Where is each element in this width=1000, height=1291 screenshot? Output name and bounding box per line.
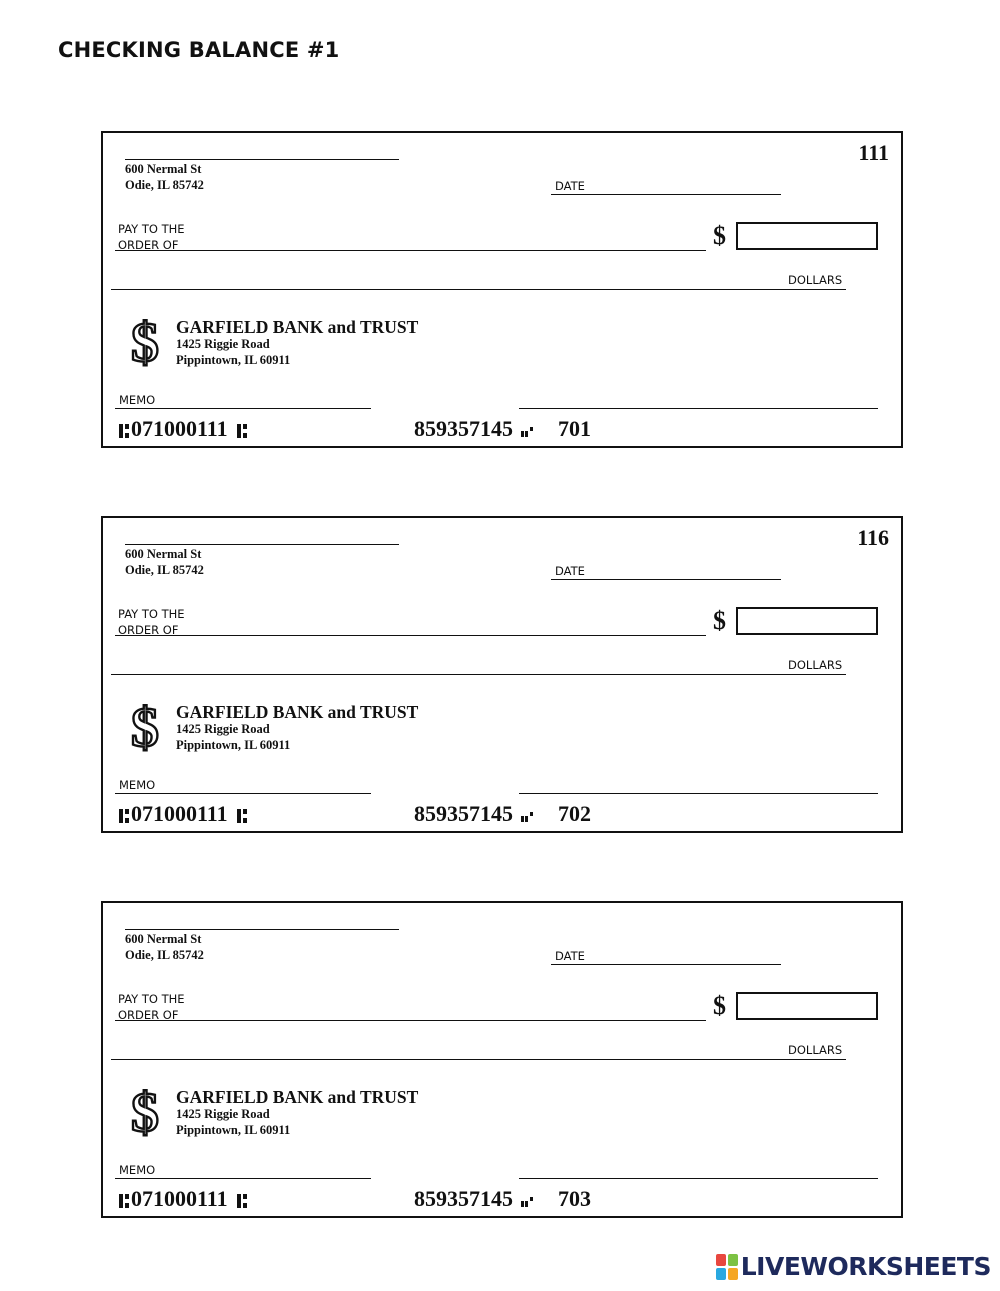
pay-to-label-line2: ORDER OF: [118, 623, 179, 637]
memo-field[interactable]: [115, 793, 371, 794]
payer-address-line1: 600 Nermal St: [125, 547, 202, 561]
bank-name: GARFIELD BANK and TRUST: [176, 1087, 419, 1107]
page-title: CHECKING BALANCE #1: [58, 38, 340, 62]
svg-text:$: $: [131, 315, 159, 369]
svg-text:$: $: [131, 700, 159, 754]
pay-to-label: [118, 221, 185, 253]
check-3: [101, 901, 903, 1218]
liveworksheets-brand: LIVEWORKSHEETS: [740, 1252, 991, 1281]
account-number-text: 859357145: [414, 416, 513, 441]
dollar-sign: $: [713, 991, 726, 1020]
routing-number: [118, 801, 251, 827]
signature-field[interactable]: [519, 408, 878, 409]
micr-onus-icon: [519, 1192, 535, 1210]
dollars-label: DOLLARS: [788, 273, 843, 287]
memo-label: MEMO: [119, 393, 156, 407]
memo-field[interactable]: [115, 408, 371, 409]
check-number: 116: [857, 525, 889, 550]
pay-to-label: [118, 991, 185, 1023]
routing-number-text: 071000111: [131, 1186, 228, 1211]
payer-address: [125, 547, 204, 578]
svg-text:$: $: [131, 1085, 159, 1139]
bank-address-line2: Pippintown, IL 60911: [176, 737, 291, 752]
micr-transit-icon: [118, 807, 131, 825]
account-number: [414, 801, 535, 827]
dollars-label: DOLLARS: [788, 1043, 843, 1057]
pay-to-label-line1: PAY TO THE: [118, 607, 185, 621]
payer-address: [125, 932, 204, 963]
date-label: DATE: [555, 564, 585, 578]
bank-address-line1: 1425 Riggie Road: [176, 1107, 270, 1121]
pay-to-label: [118, 606, 185, 638]
micr-transit-icon: [118, 1192, 131, 1210]
dollar-sign: $: [713, 221, 726, 250]
bank-name: GARFIELD BANK and TRUST: [176, 702, 419, 722]
amount-field[interactable]: [736, 222, 878, 250]
pay-to-label-line2: ORDER OF: [118, 1008, 179, 1022]
micr-onus-icon: [519, 807, 535, 825]
check-1: [101, 131, 903, 448]
routing-number: [118, 1186, 251, 1212]
micr-transit-icon: [233, 422, 251, 440]
name-line: [125, 929, 399, 930]
bank-address: [176, 1107, 290, 1138]
name-line: [125, 544, 399, 545]
memo-label: MEMO: [119, 778, 156, 792]
account-number-text: 859357145: [414, 801, 513, 826]
date-label: DATE: [555, 949, 585, 963]
dollar-sign: $: [713, 606, 726, 635]
payer-address-line1: 600 Nermal St: [125, 932, 202, 946]
payer-address: [125, 162, 204, 193]
micr-onus-icon: [519, 422, 535, 440]
check-2: [101, 516, 903, 833]
amount-words-field[interactable]: [111, 674, 846, 675]
payer-address-line2: Odie, IL 85742: [125, 947, 204, 962]
dollars-label: DOLLARS: [788, 658, 843, 672]
serial-number: 701: [558, 416, 591, 441]
memo-label: MEMO: [119, 1163, 156, 1177]
payer-address-line2: Odie, IL 85742: [125, 177, 204, 192]
amount-field[interactable]: [736, 992, 878, 1020]
serial-number: 702: [558, 801, 591, 826]
date-field[interactable]: [551, 579, 781, 580]
dollar-logo-icon: [121, 1085, 169, 1139]
payer-address-line2: Odie, IL 85742: [125, 562, 204, 577]
amount-words-field[interactable]: [111, 1059, 846, 1060]
account-number: [414, 1186, 535, 1212]
bank-address: [176, 337, 290, 368]
pay-to-label-line1: PAY TO THE: [118, 222, 185, 236]
payee-field[interactable]: [115, 635, 706, 636]
bank-address-line1: 1425 Riggie Road: [176, 337, 270, 351]
dollar-logo-icon: [121, 700, 169, 754]
signature-field[interactable]: [519, 1178, 878, 1179]
check-number: 111: [858, 140, 889, 165]
date-field[interactable]: [551, 964, 781, 965]
payee-field[interactable]: [115, 1020, 706, 1021]
serial-number: 703: [558, 1186, 591, 1211]
bank-address-line2: Pippintown, IL 60911: [176, 1122, 291, 1137]
pay-to-label-line2: ORDER OF: [118, 238, 179, 252]
routing-number: [118, 416, 251, 442]
liveworksheets-logo[interactable]: [716, 1252, 991, 1281]
amount-field[interactable]: [736, 607, 878, 635]
micr-transit-icon: [233, 1192, 251, 1210]
routing-number-text: 071000111: [131, 801, 228, 826]
payee-field[interactable]: [115, 250, 706, 251]
account-number: [414, 416, 535, 442]
micr-transit-icon: [118, 422, 131, 440]
date-label: DATE: [555, 179, 585, 193]
bank-address: [176, 722, 290, 753]
name-line: [125, 159, 399, 160]
payer-address-line1: 600 Nermal St: [125, 162, 202, 176]
liveworksheets-logo-icon: [716, 1254, 738, 1280]
micr-transit-icon: [233, 807, 251, 825]
routing-number-text: 071000111: [131, 416, 228, 441]
account-number-text: 859357145: [414, 1186, 513, 1211]
pay-to-label-line1: PAY TO THE: [118, 992, 185, 1006]
date-field[interactable]: [551, 194, 781, 195]
amount-words-field[interactable]: [111, 289, 846, 290]
memo-field[interactable]: [115, 1178, 371, 1179]
bank-name: GARFIELD BANK and TRUST: [176, 317, 419, 337]
bank-address-line1: 1425 Riggie Road: [176, 722, 270, 736]
dollar-logo-icon: [121, 315, 169, 369]
bank-address-line2: Pippintown, IL 60911: [176, 352, 291, 367]
signature-field[interactable]: [519, 793, 878, 794]
